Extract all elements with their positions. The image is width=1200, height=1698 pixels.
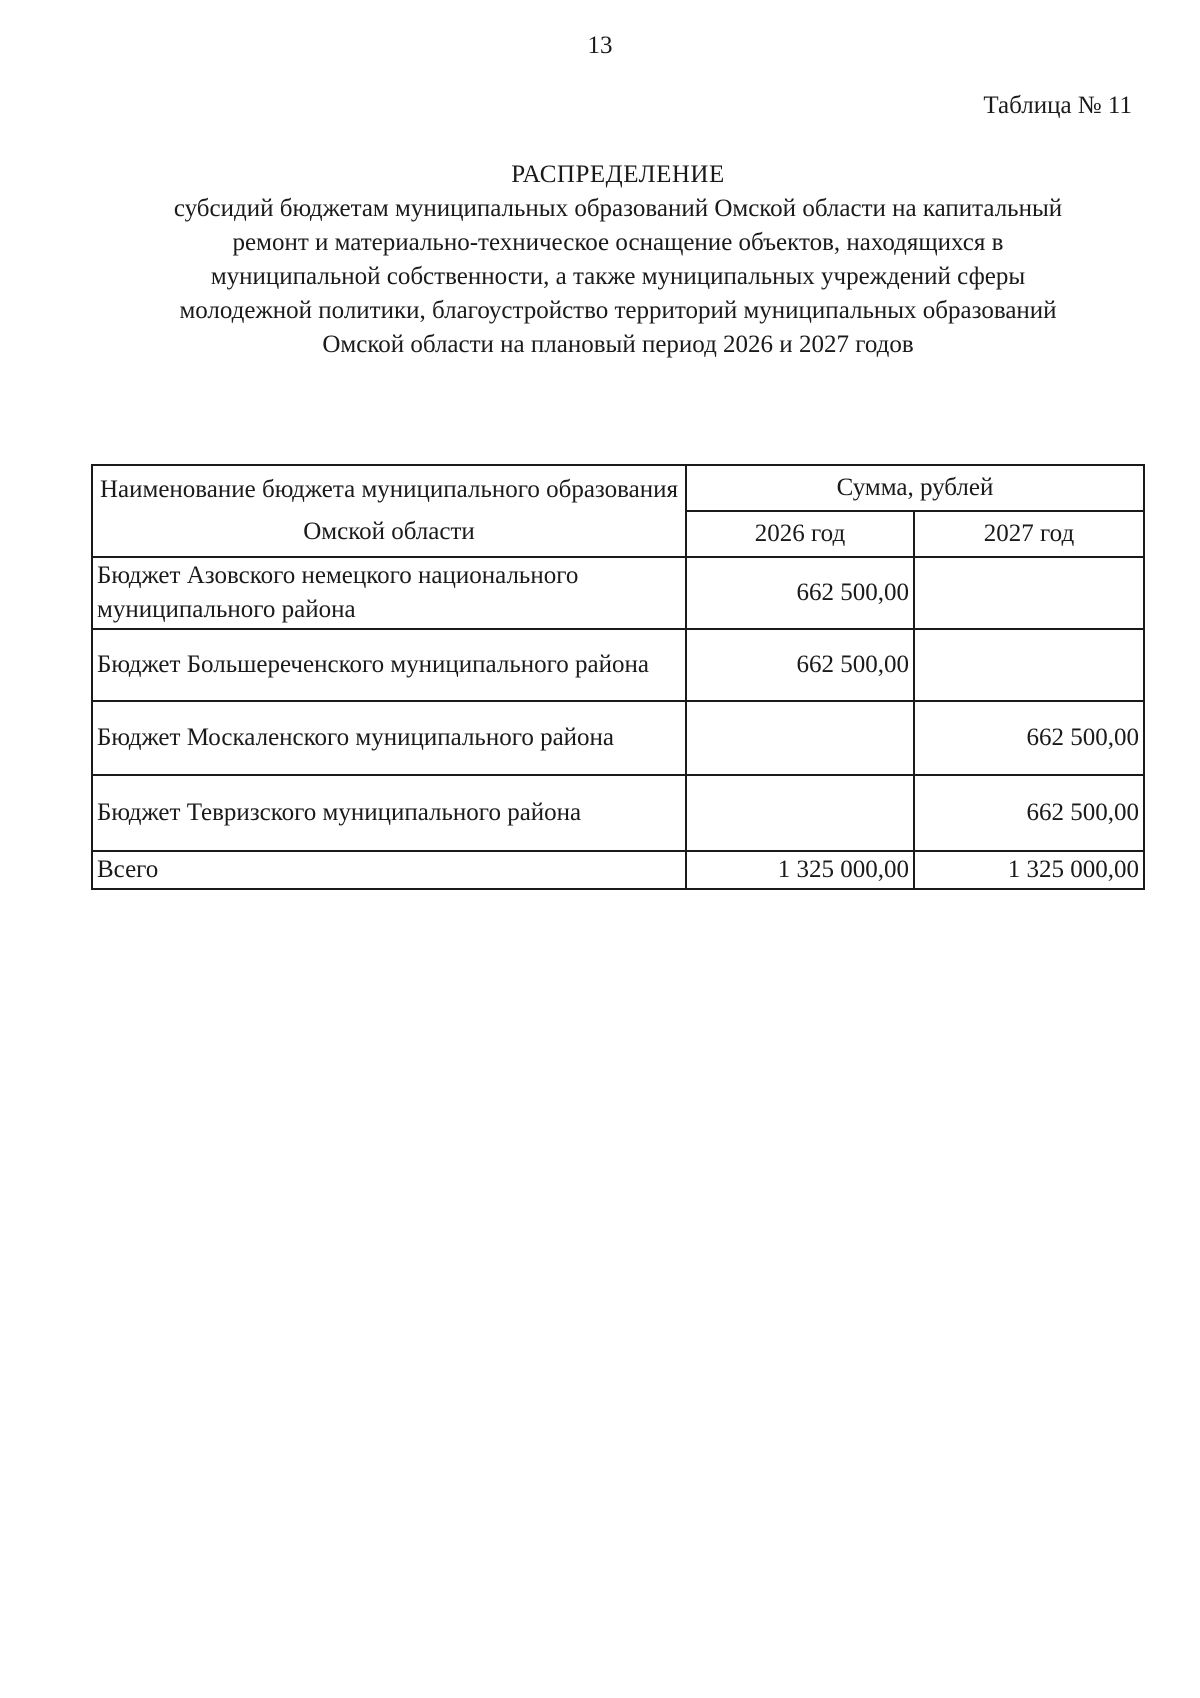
heading-line-4: молодежной политики, благоустройство территорий муниципальных образований: [179, 297, 1057, 324]
row-value-2026: 662 500,00: [686, 629, 914, 701]
table-row: [92, 701, 1144, 775]
total-value-2026: 1 325 000,00: [686, 851, 914, 889]
column-header-year-2027: 2027 год: [914, 511, 1144, 557]
column-header-sum: Сумма, рублей: [686, 465, 1144, 511]
row-budget-name: Бюджет Москаленского муниципального района: [92, 701, 686, 775]
table-row: [92, 629, 1144, 701]
column-header-year-2026: 2026 год: [686, 511, 914, 557]
table-row: [92, 557, 1144, 629]
row-value-2027: [914, 557, 1144, 629]
heading-line-2: ремонт и материально-техническое оснащение объектов, находящихся в: [232, 229, 1004, 256]
total-value-2027: 1 325 000,00: [914, 851, 1144, 889]
heading-line-3: муниципальной собственности, а также муниципальных учреждений сферы: [210, 263, 1026, 290]
total-label: Всего: [92, 851, 686, 889]
heading-line-5: Омской области на плановый период 2026 и 2027 годов: [322, 331, 914, 358]
table-row: [92, 775, 1144, 851]
column-header-budget-name: Наименование бюджета муниципального образования Омской области: [92, 465, 686, 557]
row-budget-name: Бюджет Большереченского муниципального района: [92, 629, 686, 701]
row-value-2027: 662 500,00: [914, 775, 1144, 851]
table-header-row: [92, 465, 1144, 511]
row-value-2026: [686, 775, 914, 851]
row-budget-name: Бюджет Тевризского муниципального района: [92, 775, 686, 851]
document-heading: [100, 158, 1136, 362]
row-value-2027: 662 500,00: [914, 701, 1144, 775]
table-total-row: [92, 851, 1144, 889]
heading-title: РАСПРЕДЕЛЕНИЕ: [511, 161, 725, 188]
table-reference: Таблица № 11: [983, 92, 1132, 119]
row-budget-name: Бюджет Азовского немецкого национального муниципального района: [92, 557, 686, 629]
heading-line-1: субсидий бюджетам муниципальных образований Омской области на капитальный: [173, 195, 1063, 222]
row-value-2026: [686, 701, 914, 775]
row-value-2026: 662 500,00: [686, 557, 914, 629]
distribution-table: [91, 464, 1145, 890]
row-value-2027: [914, 629, 1144, 701]
page-number: 13: [587, 32, 613, 59]
